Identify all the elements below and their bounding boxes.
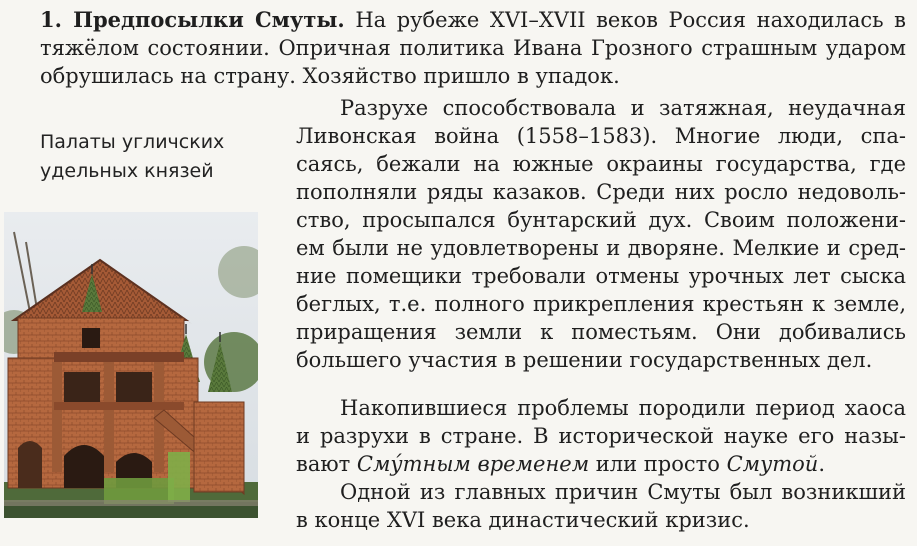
para2-line-3: саясь, бежали на южные окраины государства, где [296,152,906,176]
intro-line-1 [40,6,906,34]
para4-line-1: Одной из главных причин Смуты был возникший [340,480,906,504]
term-smutnoe-vremya: Сму́тным временем [356,452,590,476]
para3-text-a: вают [296,452,357,476]
term-smuta: Смутой [726,452,819,476]
para2-line-7: ние помещики требовали отмены урочных лет сыска [296,264,906,288]
section-heading: 1. Предпосылки Смуты. [40,7,345,32]
para2-line-2: Ливонская война (1558–1583). Многие люди, спа- [296,124,906,148]
intro-text-1: На рубеже XVI–XVII веков Россия находилась в [344,8,907,32]
para2-line-9: приращения земли к поместьям. Они добивались [296,320,906,344]
para2-line-6: ем были не удовлетворены и дворяне. Мелкие и сред- [296,236,906,260]
uglich-chambers-photo [4,212,258,518]
intro-line-2: тяжёлом состоянии. Опричная политика Ивана Грозного страшным ударом [40,36,906,60]
para4-line-2: в конце XVI века династический кризис. [296,508,750,532]
caption-line-1: Палаты угличских [40,131,225,153]
para3-line-1: Накопившиеся проблемы породили период хаоса [340,396,906,420]
para2-line-5: ство, просыпался бунтарский дух. Своим положени- [296,208,906,232]
para3-text-b: или просто [589,452,727,476]
para2-line-8: беглых, т.е. полного прикрепления крестьян к земле, [296,292,906,316]
para2-line-1: Разрухе способствовала и затяжная, неудачная [340,96,906,120]
para3-line-2: и разрухи в стране. В исторической науке его назы- [296,424,906,448]
para2-line-4: пополняли ряды казаков. Среди них росло недоволь- [296,180,906,204]
caption-line-2: удельных князей [40,160,214,182]
figure-caption [40,128,270,186]
para3-text-c: . [818,452,826,476]
para3-line-3 [296,450,825,478]
intro-line-3: обрушилась на страну. Хозяйство пришло в упадок. [40,64,620,88]
building-illustration [4,212,258,518]
para2-line-10: большего участия в решении государственных дел. [296,348,873,372]
